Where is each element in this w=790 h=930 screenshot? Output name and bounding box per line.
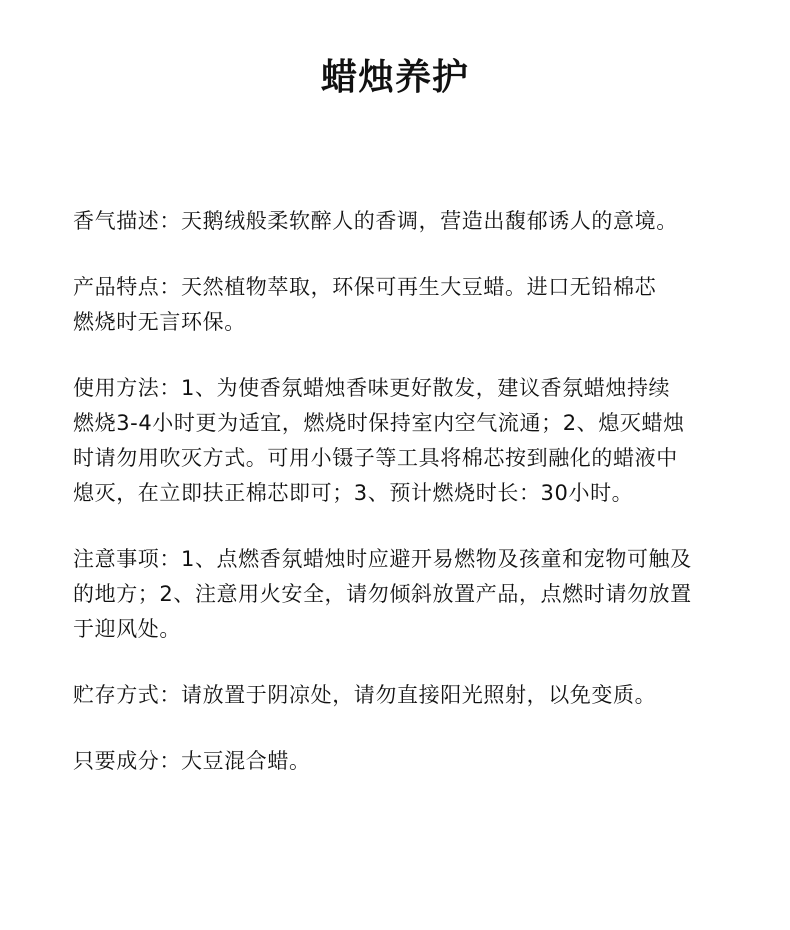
usage-method-section [73,371,763,511]
text-line: 于迎风处。 [73,617,181,641]
ingredients-section [73,744,763,779]
page-title: 蜡烛养护 [320,57,469,98]
text-line: 燃烧3-4小时更为适宜，燃烧时保持室内空气流通；2、熄灭蜡烛 [73,411,685,435]
fragrance-description-section [73,204,763,239]
product-features-section [73,270,763,340]
text-line: 产品特点：天然植物萃取，环保可再生大豆蜡。进口无铅棉芯 [73,275,657,299]
storage-section [73,678,763,713]
text-line: 香气描述：天鹅绒般柔软醉人的香调，营造出馥郁诱人的意境。 [73,209,678,233]
text-line: 贮存方式：请放置于阴凉处，请勿直接阳光照射，以免变质。 [73,683,657,707]
text-line: 使用方法：1、为使香氛蜡烛香味更好散发，建议香氛蜡烛持续 [73,376,671,400]
text-line: 熄灭，在立即扶正棉芯即可；3、预计燃烧时长：30小时。 [73,481,634,505]
text-line: 注意事项：1、点燃香氛蜡烛时应避开易燃物及孩童和宠物可触及 [73,547,692,571]
text-line: 只要成分：大豆混合蜡。 [73,749,311,773]
care-content [73,204,763,810]
precautions-section [73,542,763,647]
text-line: 的地方；2、注意用火安全，请勿倾斜放置产品，点燃时请勿放置 [73,582,692,606]
text-line: 时请勿用吹灭方式。可用小镊子等工具将棉芯按到融化的蜡液中 [73,446,678,470]
text-line: 燃烧时无言环保。 [73,310,246,334]
